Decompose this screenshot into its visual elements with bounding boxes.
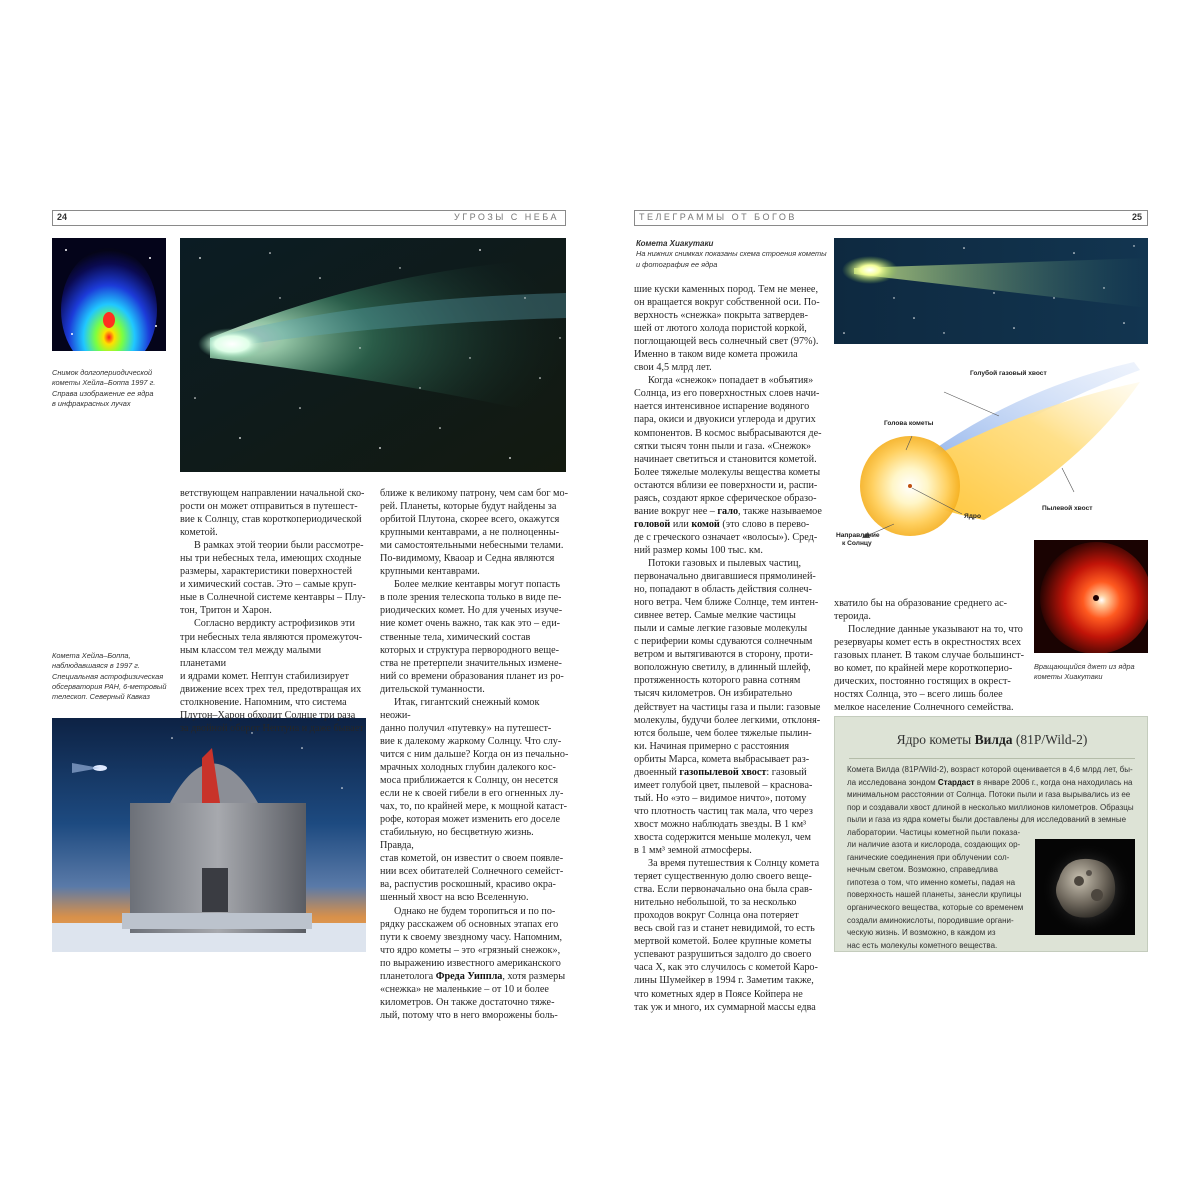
text-line: стабильную, но бесцветную жизнь. Правда, [380,827,534,852]
label-comet-head: Голова кометы [884,420,934,427]
text-line: тероида. [834,611,871,623]
text-line: ностях Солнца, это – всего лишь более [834,689,1003,701]
sidebar-line: Комета Вилда (81P/Wild-2), возраст которой оценивается в 4,6 млрд лет, бы- [847,765,1133,774]
text-line: нии всех обитателей Солнечного семейст- [380,866,564,878]
sidebar-title-name: Вилда [974,732,1013,747]
sidebar-divider [849,758,1135,759]
comet-hyakutake-photo [834,238,1148,344]
text-line: столкновение. Напомним, что система [180,696,347,708]
text-line: Потоки газовых и пылевых частиц, [648,557,801,569]
text-line: движение всех трех тел, предотвращая их [180,683,362,695]
text-line: поглощающей весь солнечный свет (97%). [634,336,819,348]
running-title-left: УГРОЗЫ С НЕБА [453,212,559,222]
text-line: риодических комет. Но для ученых изуче- [380,605,563,617]
text-line: Более тяжелые молекулы вещества кометы [634,466,821,478]
text-line: Более мелкие кентавры могут попасть [394,579,561,591]
caption-observatory [52,651,176,702]
text-line: мелкое население Солнечного семейства. [834,702,1014,714]
text-line: он вращается вокруг собственной оси. По- [634,297,820,309]
left-column-2 [380,487,570,1022]
text-line: дических, постоянно гостящих в окрест- [834,676,1011,688]
text-run: в январе 2006 г., когда она находилась на [976,777,1133,787]
text-line: газовых планет. В таком случае большинст- [834,650,1025,662]
text-line: ки. Начиная примерно с расстояния [634,740,790,752]
text-line: хвоста содержится меньше молекул, чем [634,831,812,843]
text-line: за двойной оборот Нептуна и даже бывает [180,722,364,734]
caption-line: Справа изображение ее ядра [52,388,154,398]
text-line: километров. Он также достаточно тяже- [380,996,555,1008]
caption-line: обсерватория РАН, 6-метровый [52,681,167,691]
text-line: весь свой газ и станет невидимой, то есть [634,923,815,935]
text-line: ства. Если первоначально она была срав- [634,884,813,896]
text-line: с периферии комы сдуваются солнечным [634,636,813,648]
text-line: раясь, создают яркое сферическое образо- [634,492,817,504]
text-line: рофе, которая может изменить его доселе [380,814,561,826]
label-blue-gas-tail: Голубой газовый хвост [970,370,1047,377]
text-line: ние комет очень важно, так как это – еди- [380,618,561,630]
comet-structure-diagram [834,352,1148,552]
sidebar-title-prefix: Ядро кометы [896,732,972,747]
text-run: или [672,518,689,530]
text-line: За время путешествия к Солнцу комета [648,858,820,870]
text-line: часа X, как это случилось с кометой Каро- [634,962,818,974]
comet-infrared-image [52,238,166,351]
text-line: начинает светиться и становится кометой. [634,453,817,465]
text-line: де с греческого означает «волосы»). Сред- [634,531,818,543]
observatory-photo [52,718,366,952]
text-line: мертвой кометой. Более крупные кометы [634,936,812,948]
text-line: ного ветра. Чем ближе Солнце, тем интен- [634,597,819,609]
sidebar-line [847,777,1143,790]
caption-line: кометы Хиакутаки [1034,672,1103,682]
text-line: рядку расскажем об основных этапах его [380,918,559,930]
sidebar-line: ческую жизнь. И возможно, в каждом из [847,928,996,938]
label-dust-tail: Пылевой хвост [1042,505,1093,512]
text-line [634,505,828,518]
text-line: став кометой, он известит о своем появле- [380,853,564,865]
text-run: , хотя размеры [502,970,566,982]
text-line: что ядро кометы – это «грязный снежок», [380,944,561,956]
sidebar-line: поверхность нашей планеты, занесли крупицы [847,890,1022,900]
text-line: ний размер комы 100 тыс. км. [634,544,763,556]
text-line: Именно в таком виде комета прожила [634,349,798,361]
text-line: ми самостоятельными небесными телами. [380,540,564,552]
text-line: хвост можно наблюдать звезды. В 1 км³ [634,818,807,830]
text-line: данно получил «путевку» на путешест- [380,722,552,734]
text-line [634,766,828,779]
right-column-4 [834,597,1028,714]
text-line: резервуары комет есть в окрестностях всех [834,637,1022,649]
text-line: шие куски каменных пород. Тем не менее, [634,284,819,295]
text-line: во комет, по крайней мере короткоперио- [834,663,1013,675]
caption-line: кометы Хейла–Боппа 1997 г. [52,378,156,388]
text-line: По-видимому, Кваоар и Седна являются [380,553,555,565]
caption-line: наблюдавшаяся в 1997 г. [52,661,140,671]
text-line: Итак, гигантский снежный комок неожи- [380,696,540,721]
text-line: пыли и самые легкие газовые молекулы [634,623,808,635]
text-line: В рамках этой теории были рассмотре- [194,540,364,552]
text-line: в поле зрения телескопа только в виде пе- [380,592,562,604]
text-line: Согласно вердикту астрофизиков эти [194,618,355,630]
sidebar-line: нечным светом. Возможно, справедлива [847,865,998,875]
sidebar-line: ганические соединения при облучении сол- [847,852,1010,862]
text-line: нительно небольшой, то за несколько [634,897,797,909]
text-run: (это слово в перево- [722,518,810,530]
text-line: рей. Планеты, которые будут найдены за [380,501,557,513]
text-line: и ядрами комет. Нептун стабилизирует [180,670,349,682]
text-line: которых и структура первородного веще- [380,644,560,656]
text-line: ветром и вытягиваются в сторону, проти- [634,649,814,661]
text-line: ства не претерпели значительных измене- [380,657,562,669]
sidebar-title [835,732,1149,748]
text-line: вие к далекому жаркому Солнцу. Что слу- [380,735,562,747]
text-line: компонентов. В космос выбрасываются де- [634,427,822,439]
caption-line: На нижних снимках показаны схема строения кометы [636,249,827,259]
text-line: по выражению известного американского [380,957,561,969]
text-line: тысяч километров. Он избирательно [634,688,793,700]
text-line: ва, распустив роскошный, красиво окра- [380,879,556,891]
text-line: ются больше, чем более тяжелые пылин- [634,727,812,739]
text-line: размеры, характеристики поверхностей [180,566,353,578]
comet-hale-bopp-photo [180,238,566,472]
text-line: орбиты Марса, комета выбрасывает раз- [634,753,810,765]
caption-title: Комета Хиакутаки [636,239,714,248]
text-line: тон, Тритон и Харон. [180,605,272,617]
text-line: что кометных ядер в Поясе Койпера не [634,988,803,1000]
text-line: если не к своей гибели в его огненных лу- [380,788,564,800]
text-line: рости он может отправиться в путешест- [180,501,358,513]
text-line: свои 4,5 млрд лет. [634,362,712,374]
text-line [380,970,570,983]
sidebar-line: пыли и газа из ядра кометы были доставлены для исследований в земные [847,815,1127,825]
text-line: но, попадают в область действия солнеч- [634,584,812,596]
text-line: пути к своему звездному часу. Напомним, [380,931,563,943]
caption-line: телескоп. Северный Кавказ [52,692,150,702]
caption-line: Специальная астрофизическая [52,671,164,681]
label-sun-direction [836,532,880,548]
text-line: протяженность которого равна сотням [634,675,801,687]
right-column-3 [634,283,828,1014]
right-running-header [634,210,1148,226]
caption-line: и фотография ее ядра [636,259,718,269]
sidebar-line: создали аминокислоты, породившие органи- [847,915,1014,925]
comet-jet-photo [1034,540,1148,653]
text-line: крупными кентаврами. [380,566,480,578]
text-line: моса приближается к Солнцу, он несется [380,775,559,787]
text-line: первоначально двигавшиеся прямолиней- [634,571,816,583]
caption-line: Вращающийся джет из ядра [1034,662,1135,671]
text-line: чах, то, по крайней мере, к мощной катаст- [380,801,568,813]
sidebar-line: гипотеза о том, что именно кометы, падая на [847,877,1016,887]
page-number-right: 25 [1131,212,1142,222]
text-run: двоенный [634,766,677,778]
text-line: ные в Солнечной системе кентавры – Плу- [180,592,366,604]
text-line: теряет существенную долю своего веще- [634,871,812,883]
page-number-left: 24 [57,212,68,222]
text-line: ний со времени образования планет из ро- [380,670,564,682]
bold-term-head: головой [634,518,671,530]
text-line: ственные тела, химический состав [380,631,531,643]
text-run: : газовый [766,766,807,778]
bold-term-coma: комой [691,518,720,530]
caption-ir-image [52,368,172,409]
caption-hyakutake [636,239,836,270]
wild2-sidebar [834,716,1148,952]
text-line: лый, потому что в него вморожены боль- [380,1009,558,1021]
sidebar-line: органического вещества, которые со временем [847,902,1024,912]
bold-term-dusty-gas-tail: газопылевой хвост [679,766,767,778]
text-line: кометой. [180,527,218,539]
text-line: в 1 мм³ земной атмосферы. [634,845,752,857]
text-line: чится с ним дальше? Когда он из печально- [380,748,569,760]
text-line: верхность «снежка» покрыта затвердев- [634,310,808,322]
text-line: Однако не будем торопиться и по по- [394,905,556,917]
text-line: молекулы, будучи более легкими, отклоня- [634,714,821,726]
text-line [634,518,828,531]
left-column-1 [180,487,366,735]
text-line: хватило бы на образование среднего ас- [834,598,1008,609]
sidebar-text-narrow [847,839,1033,952]
text-line: вие к Солнцу, став короткопериодической [180,514,362,526]
text-line: орбитой Плутона, скорее всего, окажутся [380,514,560,526]
bold-term-galo: гало [717,505,739,517]
text-line: мрачных холодных глубин далекого кос- [380,761,556,773]
text-line: сивнее ветер. Самые мелкие частицы [634,610,796,622]
text-line: шей от лютого холода пористой коркой, [634,323,807,335]
sidebar-line: нас есть молекулы кометного вещества. [847,940,998,950]
wild2-nucleus-photo [1035,839,1135,935]
text-run: ла исследована зондом [847,777,936,787]
text-line: пара, окиси и двуокиси углерода и других [634,414,816,426]
text-line: сятки тысяч тонн пыли и газа. «Снежок» [634,440,812,452]
text-line: Последние данные указывают на то, что [848,624,1023,636]
sidebar-line: минимальном расстоянии от Солнца. Потоки пыли и газа вырывались из ее [847,790,1131,800]
text-line: воположную светилу, в длинный шлейф, [634,662,811,674]
caption-line: Снимок долгопериодической [52,368,153,377]
text-line: проходов вокруг Солнца она потеряет [634,910,799,922]
text-line: Плутон–Харон обходит Солнце три раза [180,709,356,721]
sidebar-text-full [847,764,1143,840]
text-line: лины Шумейкер в 1994 г. Заметим также, [634,975,814,987]
text-line: крупными кентаврами, а не полноценны- [380,527,560,539]
caption-jet [1034,662,1152,683]
text-line: нается интенсивное испарение водяного [634,401,810,413]
text-line: тый. Но «это – видимое ничто», потому [634,792,807,804]
text-line: шенный хвост на всю Вселенную. [380,892,529,904]
text-line: ближе к великому патрону, чем сам бог мо- [380,488,568,499]
label-nucleus: Ядро [964,513,981,520]
text-line: ны три небесных тела, имеющих сходные [180,553,362,565]
bold-term-stardust: Стардаст [937,777,975,787]
bold-term-whipple: Фреда Уиппла [435,970,503,982]
left-running-header [52,210,566,226]
text-line: ным классом тел между малыми планетами [180,644,322,669]
text-line: Когда «снежок» попадает в «объятия» [648,375,814,387]
text-line: имеет голубой цвет, пылевой – красновa- [634,779,813,791]
sidebar-line: ли наличие азота и кислорода, создающих ор- [847,840,1021,849]
text-run: планетолога [380,970,434,982]
running-title-right: ТЕЛЕГРАММЫ ОТ БОГОВ [639,212,797,222]
label-line: Направление [836,532,880,539]
text-run: вание вокруг нее – [634,505,715,517]
label-line: к Солнцу [842,540,872,547]
caption-line: Комета Хейла–Боппа, [52,651,131,660]
text-line: ветствующем направлении начальной ско- [180,488,365,499]
text-line: так уж и много, их суммарной массы едва [634,1001,816,1013]
sidebar-line: пор и создавали хвост длиной в несколько миллионов километров. Образцы [847,802,1134,812]
text-line: Солнца, из его поверхностных слоев начи- [634,388,820,400]
text-line: успевают разрушиться задолго до своего [634,949,812,961]
text-line: и химический состав. Это – самые круп- [180,579,357,591]
text-line: «снежка» не маленькие – от 10 и более [380,983,549,995]
text-line: три небесных тела являются промежуточ- [180,631,363,643]
sidebar-title-suffix: (81P/Wild-2) [1015,732,1088,747]
text-run: , также называемое [738,505,822,517]
sidebar-line: лаборатории. Частицы кометной пыли показа- [847,827,1021,837]
caption-line: в инфракрасных лучах [52,398,131,408]
text-line: дительской туманности. [380,683,485,695]
text-line: действует на частицы газа и пыли: газовые [634,701,821,713]
text-line: остаются вблизи ее поверхности и, распи- [634,479,818,491]
text-line: что плотность частиц так мала, что через [634,805,813,817]
